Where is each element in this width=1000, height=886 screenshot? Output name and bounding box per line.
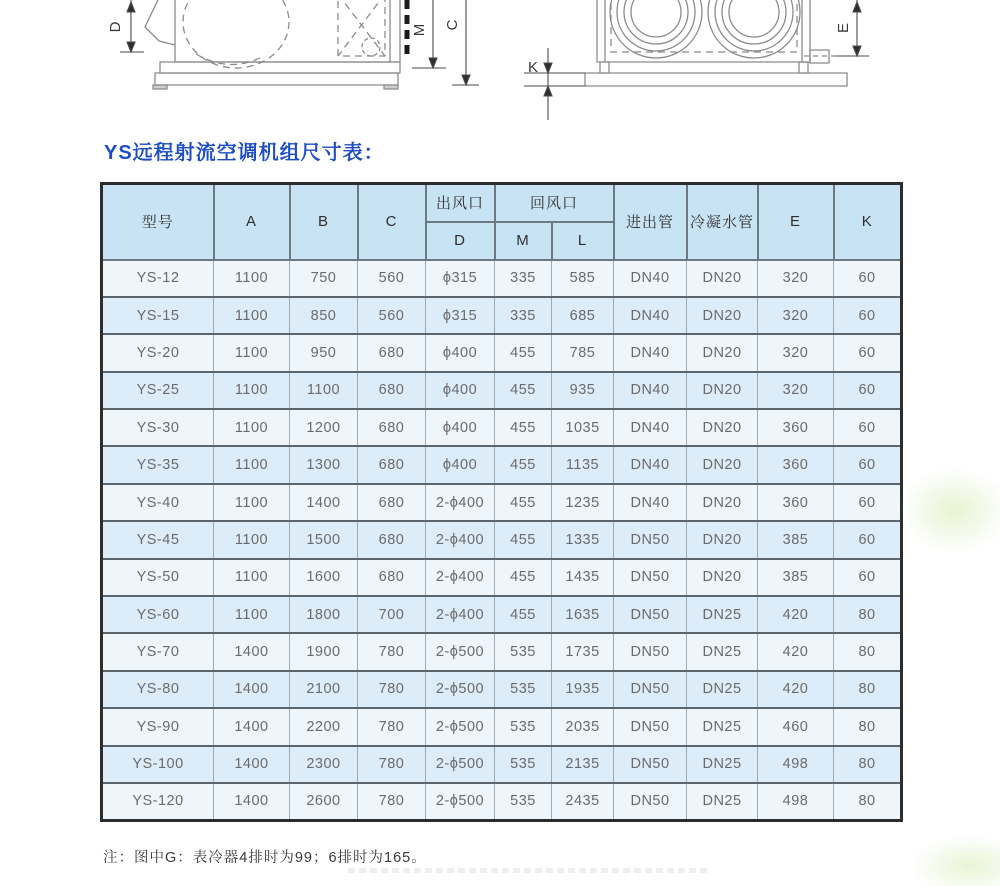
technical-drawings	[0, 0, 1000, 128]
value-cell: 585	[552, 260, 614, 297]
col-header-b: B	[290, 184, 358, 260]
value-cell: 935	[552, 372, 614, 409]
value-cell: 2435	[552, 783, 614, 820]
value-cell: 360	[758, 409, 834, 446]
value-cell: 1100	[214, 260, 290, 297]
model-cell: YS-15	[102, 297, 214, 334]
value-cell: 535	[495, 708, 552, 745]
value-cell: ϕ315	[426, 297, 495, 334]
table-row	[102, 372, 902, 409]
table-row	[102, 708, 902, 745]
value-cell: DN40	[614, 297, 687, 334]
value-cell: 1735	[552, 633, 614, 670]
value-cell: 2-ϕ400	[426, 596, 495, 633]
value-cell: 60	[834, 260, 902, 297]
value-cell: 2300	[290, 746, 358, 783]
value-cell: 1400	[214, 671, 290, 708]
value-cell: DN50	[614, 783, 687, 820]
front-view-dimensions	[524, 0, 869, 120]
value-cell: DN50	[614, 521, 687, 558]
value-cell: DN50	[614, 596, 687, 633]
value-cell: 680	[358, 372, 426, 409]
value-cell: DN40	[614, 334, 687, 371]
table-row	[102, 521, 902, 558]
value-cell: 385	[758, 559, 834, 596]
value-cell: 780	[358, 746, 426, 783]
col-header-m: M	[495, 222, 552, 260]
value-cell: 1100	[214, 334, 290, 371]
value-cell: 60	[834, 334, 902, 371]
value-cell: 1035	[552, 409, 614, 446]
value-cell: 455	[495, 484, 552, 521]
table-row	[102, 409, 902, 446]
value-cell: 1400	[290, 484, 358, 521]
value-cell: DN20	[687, 260, 758, 297]
value-cell: 680	[358, 521, 426, 558]
value-cell: 335	[495, 260, 552, 297]
value-cell: 455	[495, 559, 552, 596]
col-header-c: C	[358, 184, 426, 260]
value-cell: DN20	[687, 559, 758, 596]
value-cell: 80	[834, 783, 902, 820]
value-cell: 2200	[290, 708, 358, 745]
value-cell: DN40	[614, 409, 687, 446]
table-body	[102, 260, 902, 821]
value-cell: DN25	[687, 783, 758, 820]
dim-label-k: K	[527, 59, 539, 76]
table-header	[102, 184, 902, 260]
value-cell: 1100	[214, 521, 290, 558]
value-cell: 1300	[290, 446, 358, 483]
value-cell: DN20	[687, 297, 758, 334]
value-cell: 1100	[290, 372, 358, 409]
value-cell: 455	[495, 596, 552, 633]
value-cell: DN20	[687, 334, 758, 371]
table-row	[102, 334, 902, 371]
table-row	[102, 671, 902, 708]
value-cell: 535	[495, 783, 552, 820]
table-row	[102, 484, 902, 521]
value-cell: 420	[758, 596, 834, 633]
value-cell: 360	[758, 446, 834, 483]
value-cell: DN25	[687, 746, 758, 783]
value-cell: 1400	[214, 746, 290, 783]
model-cell: YS-45	[102, 521, 214, 558]
value-cell: 320	[758, 297, 834, 334]
value-cell: 2100	[290, 671, 358, 708]
value-cell: ϕ400	[426, 446, 495, 483]
model-cell: YS-90	[102, 708, 214, 745]
col-header-l: L	[552, 222, 614, 260]
value-cell: DN20	[687, 446, 758, 483]
value-cell: 535	[495, 633, 552, 670]
col-header-k: K	[834, 184, 902, 260]
dim-label-m: M	[411, 23, 428, 37]
value-cell: 560	[358, 260, 426, 297]
col-header-model: 型号	[102, 184, 214, 260]
value-cell: 60	[834, 484, 902, 521]
value-cell: 780	[358, 708, 426, 745]
table-row	[102, 446, 902, 483]
value-cell: ϕ400	[426, 372, 495, 409]
model-cell: YS-30	[102, 409, 214, 446]
value-cell: 80	[834, 671, 902, 708]
value-cell: 498	[758, 746, 834, 783]
value-cell: 680	[358, 559, 426, 596]
value-cell: 460	[758, 708, 834, 745]
value-cell: DN25	[687, 708, 758, 745]
table-row	[102, 260, 902, 297]
faint-watermark-line	[348, 868, 710, 873]
value-cell: DN20	[687, 521, 758, 558]
col-header-d: D	[426, 222, 495, 260]
table-row	[102, 746, 902, 783]
col-header-pipe: 进出管	[614, 184, 687, 260]
value-cell: 850	[290, 297, 358, 334]
value-cell: 420	[758, 671, 834, 708]
value-cell: DN40	[614, 446, 687, 483]
dim-label-e: E	[835, 22, 852, 34]
value-cell: 2-ϕ500	[426, 633, 495, 670]
model-cell: YS-20	[102, 334, 214, 371]
value-cell: 1935	[552, 671, 614, 708]
value-cell: DN40	[614, 260, 687, 297]
col-header-e: E	[758, 184, 834, 260]
dim-label-c: C	[444, 19, 461, 31]
value-cell: 750	[290, 260, 358, 297]
table-row	[102, 783, 902, 820]
value-cell: DN25	[687, 596, 758, 633]
col-header-outlet: 出风口	[426, 184, 495, 222]
page-title: YS远程射流空调机组尺寸表：	[104, 142, 385, 164]
model-cell: YS-40	[102, 484, 214, 521]
value-cell: 385	[758, 521, 834, 558]
model-cell: YS-50	[102, 559, 214, 596]
value-cell: 680	[358, 409, 426, 446]
value-cell: 1100	[214, 446, 290, 483]
value-cell: 2-ϕ400	[426, 559, 495, 596]
scan-artifact-blob	[910, 836, 1000, 886]
value-cell: ϕ400	[426, 409, 495, 446]
value-cell: 700	[358, 596, 426, 633]
value-cell: 2600	[290, 783, 358, 820]
value-cell: 1900	[290, 633, 358, 670]
value-cell: 1800	[290, 596, 358, 633]
value-cell: 1400	[214, 708, 290, 745]
value-cell: 1100	[214, 484, 290, 521]
value-cell: 535	[495, 746, 552, 783]
value-cell: ϕ315	[426, 260, 495, 297]
value-cell: 1400	[214, 783, 290, 820]
value-cell: 455	[495, 521, 552, 558]
value-cell: 780	[358, 633, 426, 670]
value-cell: 360	[758, 484, 834, 521]
col-header-return-air: 回风口	[495, 184, 614, 222]
value-cell: DN50	[614, 746, 687, 783]
value-cell: 685	[552, 297, 614, 334]
model-cell: YS-100	[102, 746, 214, 783]
value-cell: 1335	[552, 521, 614, 558]
value-cell: 80	[834, 708, 902, 745]
model-cell: YS-70	[102, 633, 214, 670]
value-cell: 1235	[552, 484, 614, 521]
value-cell: 60	[834, 521, 902, 558]
col-header-condensate: 冷凝水管	[687, 184, 758, 260]
value-cell: 2-ϕ400	[426, 484, 495, 521]
value-cell: 2-ϕ500	[426, 746, 495, 783]
value-cell: DN40	[614, 372, 687, 409]
value-cell: 2035	[552, 708, 614, 745]
footnote: 注：图中G：表冷器4排时为99；6排时为165。	[103, 850, 427, 866]
value-cell: 2-ϕ400	[426, 521, 495, 558]
value-cell: 2-ϕ500	[426, 708, 495, 745]
value-cell: 60	[834, 559, 902, 596]
value-cell: 455	[495, 446, 552, 483]
value-cell: 680	[358, 484, 426, 521]
value-cell: 1400	[214, 633, 290, 670]
value-cell: 455	[495, 334, 552, 371]
value-cell: 1435	[552, 559, 614, 596]
value-cell: ϕ400	[426, 334, 495, 371]
model-cell: YS-80	[102, 671, 214, 708]
value-cell: DN50	[614, 633, 687, 670]
value-cell: 320	[758, 372, 834, 409]
table-row	[102, 596, 902, 633]
side-view-drawing	[145, 0, 400, 89]
value-cell: 2-ϕ500	[426, 671, 495, 708]
value-cell: 1100	[214, 559, 290, 596]
value-cell: 335	[495, 297, 552, 334]
model-cell: YS-120	[102, 783, 214, 820]
col-header-a: A	[214, 184, 290, 260]
side-view-dimensions	[120, 0, 479, 85]
model-cell: YS-60	[102, 596, 214, 633]
value-cell: 420	[758, 633, 834, 670]
value-cell: 80	[834, 633, 902, 670]
value-cell: 455	[495, 372, 552, 409]
table-row	[102, 633, 902, 670]
value-cell: 560	[358, 297, 426, 334]
value-cell: 1100	[214, 372, 290, 409]
value-cell: DN20	[687, 484, 758, 521]
value-cell: DN50	[614, 559, 687, 596]
table-row	[102, 297, 902, 334]
value-cell: 60	[834, 446, 902, 483]
value-cell: DN25	[687, 671, 758, 708]
value-cell: DN50	[614, 671, 687, 708]
value-cell: 1635	[552, 596, 614, 633]
value-cell: 1200	[290, 409, 358, 446]
value-cell: 680	[358, 334, 426, 371]
scan-artifact-blob	[900, 468, 1000, 553]
value-cell: 60	[834, 372, 902, 409]
value-cell: 80	[834, 746, 902, 783]
value-cell: 498	[758, 783, 834, 820]
value-cell: 785	[552, 334, 614, 371]
value-cell: 950	[290, 334, 358, 371]
value-cell: DN50	[614, 708, 687, 745]
value-cell: DN25	[687, 633, 758, 670]
value-cell: 1500	[290, 521, 358, 558]
dimensions-table	[100, 182, 903, 822]
value-cell: 780	[358, 783, 426, 820]
value-cell: 1600	[290, 559, 358, 596]
model-cell: YS-35	[102, 446, 214, 483]
value-cell: 1100	[214, 596, 290, 633]
value-cell: 60	[834, 297, 902, 334]
value-cell: 535	[495, 671, 552, 708]
value-cell: DN40	[614, 484, 687, 521]
value-cell: DN20	[687, 409, 758, 446]
value-cell: 60	[834, 409, 902, 446]
value-cell: 320	[758, 334, 834, 371]
value-cell: 80	[834, 596, 902, 633]
value-cell: 1100	[214, 409, 290, 446]
value-cell: DN20	[687, 372, 758, 409]
value-cell: 1135	[552, 446, 614, 483]
value-cell: 455	[495, 409, 552, 446]
value-cell: 320	[758, 260, 834, 297]
model-cell: YS-25	[102, 372, 214, 409]
value-cell: 2-ϕ500	[426, 783, 495, 820]
value-cell: 1100	[214, 297, 290, 334]
value-cell: 680	[358, 446, 426, 483]
dim-label-d: D	[107, 21, 124, 33]
table-row	[102, 559, 902, 596]
value-cell: 2135	[552, 746, 614, 783]
model-cell: YS-12	[102, 260, 214, 297]
front-view-drawing	[585, 0, 847, 86]
value-cell: 780	[358, 671, 426, 708]
